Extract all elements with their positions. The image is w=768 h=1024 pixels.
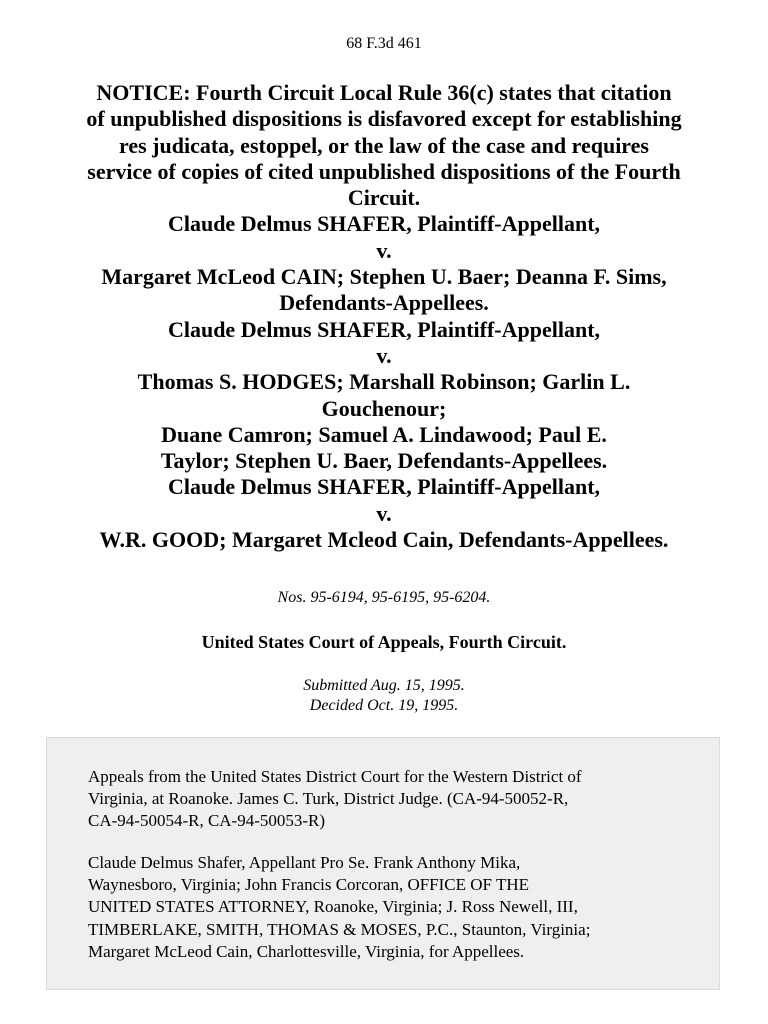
versus-1: v. — [376, 237, 392, 263]
notice-line-3: res judicata, estoppel, or the law of the case and requires — [118, 132, 649, 158]
notice-line-5: Circuit. — [347, 185, 421, 211]
counsel-line-4: TIMBERLAKE, SMITH, THOMAS & MOSES, P.C., Staunton, Virginia; — [88, 919, 591, 939]
case-summary-box — [46, 737, 720, 990]
court-name: United States Court of Appeals, Fourth Circuit. — [201, 632, 567, 652]
counsel-line-2: Waynesboro, Virginia; John Francis Corcoran, OFFICE OF THE — [88, 875, 529, 895]
counsel-line-5: Margaret McLeod Cain, Charlottesville, Virginia, for Appellees. — [88, 941, 525, 961]
notice-line-2: of unpublished dispositions is disfavored except for establishing — [86, 106, 682, 132]
party-appellant-2: Claude Delmus SHAFER, Plaintiff-Appellant, — [167, 316, 601, 342]
party-appellees-2-line-1: Thomas S. HODGES; Marshall Robinson; Garlin L. — [137, 369, 631, 395]
party-appellees-1: Margaret McLeod CAIN; Stephen U. Baer; Deanna F. Sims, — [101, 264, 667, 290]
versus-2: v. — [376, 342, 392, 368]
counsel-paragraph — [88, 852, 688, 963]
party-appellees-1-role: Defendants-Appellees. — [279, 290, 489, 316]
appeal-origin-paragraph — [88, 766, 688, 833]
counsel-line-3: UNITED STATES ATTORNEY, Roanoke, Virginia; J. Ross Newell, III, — [88, 897, 578, 917]
reporter-citation: 68 F.3d 461 — [346, 35, 422, 52]
docket-numbers: Nos. 95-6194, 95-6195, 95-6204. — [277, 589, 491, 606]
appeal-origin-line-1: Appeals from the United States District Court for the Western District of — [88, 767, 582, 786]
party-appellees-2-line-3: Duane Camron; Samuel A. Lindawood; Paul E. — [161, 421, 607, 447]
notice-line-1: NOTICE: Fourth Circuit Local Rule 36(c) states that citation — [96, 80, 672, 105]
counsel-line-1: Claude Delmus Shafer, Appellant Pro Se. Frank Anthony Mika, — [88, 853, 521, 872]
case-heading — [30, 80, 738, 553]
case-dates — [0, 676, 768, 716]
party-appellant-3: Claude Delmus SHAFER, Plaintiff-Appellant, — [167, 474, 601, 500]
appeal-origin-line-2: Virginia, at Roanoke. James C. Turk, District Judge. (CA-94-50052-R, — [88, 789, 569, 809]
notice-line-4: service of copies of cited unpublished dispositions of the Fourth — [87, 158, 681, 184]
party-appellees-2-line-4: Taylor; Stephen U. Baer, Defendants-Appellees. — [160, 448, 608, 474]
party-appellant-1: Claude Delmus SHAFER, Plaintiff-Appellant, — [167, 211, 601, 237]
party-appellees-3: W.R. GOOD; Margaret Mcleod Cain, Defendants-Appellees. — [99, 527, 669, 553]
versus-3: v. — [376, 500, 392, 526]
appeal-origin-line-3: CA-94-50054-R, CA-94-50053-R) — [88, 811, 326, 831]
submitted-date: Submitted Aug. 15, 1995. — [303, 677, 465, 694]
decided-date: Decided Oct. 19, 1995. — [309, 697, 459, 714]
party-appellees-2-line-2: Gouchenour; — [321, 395, 447, 421]
